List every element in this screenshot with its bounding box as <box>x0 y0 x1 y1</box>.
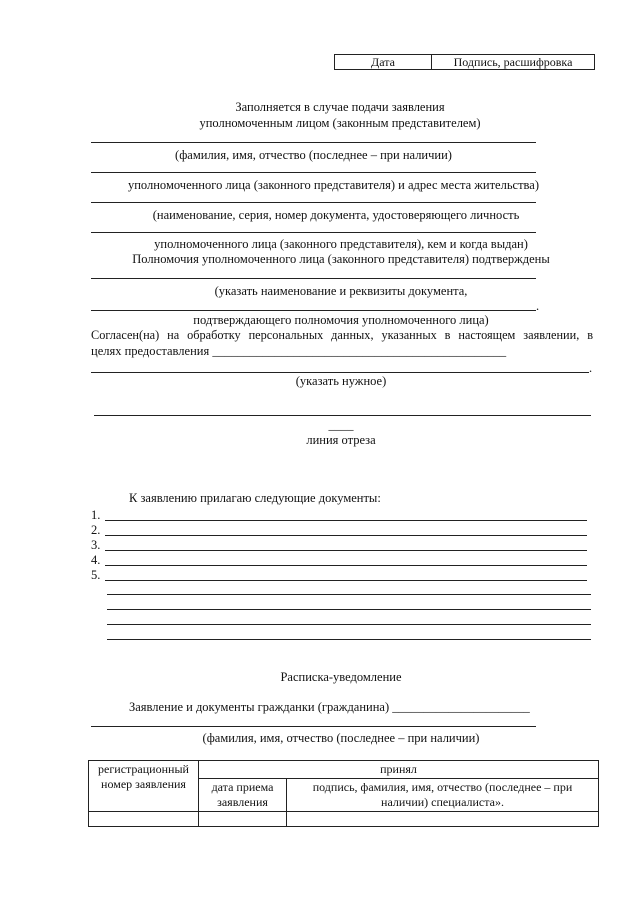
extra-document-line <box>107 609 591 610</box>
item-number: 1. <box>91 508 101 522</box>
consent-line-dot: . <box>589 361 593 375</box>
document-line <box>105 580 587 581</box>
specialist-signature-cell <box>287 812 599 827</box>
accepted-header: принял <box>199 761 599 779</box>
reg-number-cell <box>89 812 199 827</box>
rep-heading-2: уполномоченным лицом (законным представителем) <box>199 116 481 130</box>
rep-caption-3: (наименование, серия, номер документа, удостоверяющего личность <box>152 208 520 222</box>
item-number: 2. <box>91 523 101 537</box>
rep-caption-1: (фамилия, имя, отчество (последнее – при наличии) <box>175 148 452 162</box>
document-line <box>105 520 587 521</box>
list-item <box>91 538 591 553</box>
registration-table <box>88 760 599 827</box>
rep-caption-5: (указать наименование и реквизиты документа, <box>214 284 468 298</box>
extra-document-line <box>107 639 591 640</box>
rep-issued-line <box>91 232 536 233</box>
rep-authority-text: Полномочия уполномоченного лица (законного представителя) подтверждены <box>132 252 550 266</box>
documents-heading: К заявлению прилагаю следующие документы: <box>129 491 381 505</box>
list-item <box>91 553 591 568</box>
item-number: 3. <box>91 538 101 552</box>
rep-id-doc-line <box>91 202 536 203</box>
cut-mark: ____ <box>328 418 354 432</box>
cut-line <box>94 415 591 416</box>
consent-caption: (указать нужное) <box>295 374 387 388</box>
reg-number-header: регистрационный номер заявления <box>89 761 199 812</box>
document-line <box>105 565 587 566</box>
consent-line-1: Согласен(на) на обработку персональных данных, указанных в настоящем заявлении, в <box>91 328 593 342</box>
receipt-name-line <box>91 726 536 727</box>
consent-line-2: целях предоставления _______________________________________________ <box>91 344 507 358</box>
consent-purpose-line <box>91 372 589 373</box>
receipt-title: Расписка-уведомление <box>280 670 402 684</box>
list-item <box>91 523 591 538</box>
list-item <box>91 568 591 583</box>
document-line <box>105 535 587 536</box>
rep-authority-doc-line <box>91 310 536 311</box>
rep-caption-2: уполномоченного лица (законного представителя) и адрес места жительства) <box>127 178 540 192</box>
rep-name-line <box>91 142 536 143</box>
date-signature-table <box>334 54 595 70</box>
cut-label: линия отреза <box>306 433 376 447</box>
rep-line-dot: . <box>536 299 540 313</box>
rep-authority-line <box>91 278 536 279</box>
date-received-header: дата приема заявления <box>199 779 287 812</box>
rep-caption-6: подтверждающего полномочия уполномоченного лица) <box>193 313 489 327</box>
rep-address-line <box>91 172 536 173</box>
document-line <box>105 550 587 551</box>
extra-document-line <box>107 624 591 625</box>
rep-caption-4: уполномоченного лица (законного представителя), кем и когда выдан) <box>154 237 528 251</box>
item-number: 4. <box>91 553 101 567</box>
specialist-signature-header: подпись, фамилия, имя, отчество (последнее – при наличии) специалиста». <box>287 779 599 812</box>
receipt-caption: (фамилия, имя, отчество (последнее – при наличии) <box>202 731 480 745</box>
item-number: 5. <box>91 568 101 582</box>
date-cell: Дата <box>335 55 432 70</box>
documents-list <box>91 508 591 583</box>
date-received-cell <box>199 812 287 827</box>
rep-heading-1: Заполняется в случае подачи заявления <box>235 100 445 114</box>
list-item <box>91 508 591 523</box>
signature-cell: Подпись, расшифровка <box>432 55 595 70</box>
extra-document-line <box>107 594 591 595</box>
receipt-line: Заявление и документы гражданки (гражданина) ______________________ <box>129 700 530 714</box>
